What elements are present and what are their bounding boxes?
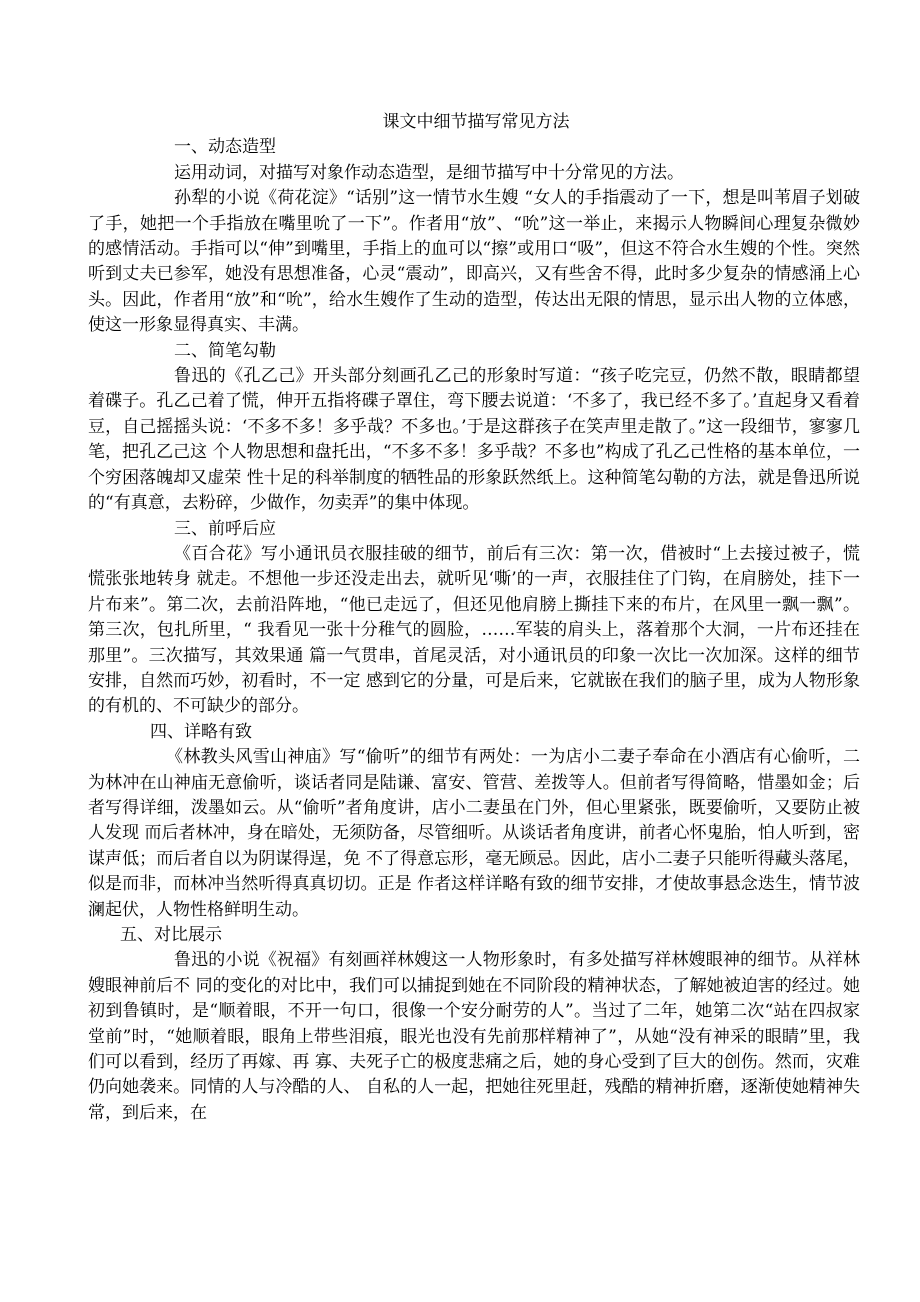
paragraph: 鲁迅的小说《祝福》有刻画祥林嫂这一人物形象时，有多处描写祥林嫂眼神的细节。从祥林嫂眼神前后不 同的变化的对比中，我们可以捕捉到她在不同阶段的精神状态，了解她被迫害的经过。她初到鲁镇时，是“顺着眼，不开一句口，很像一个安分耐劳的人”。当过了二年，她第二次“站在四叔家堂前”时，“她顺着眼，眼角上带些泪痕，眼光也没有先前那样精神了”，从她“没有神采的眼睛”里，我们可以看到，经历了再嫁、再 寡、夫死子亡的极度悲痛之后，她的身心受到了巨大的创伤。然而，灾难仍向她袭来。同情的人与冷酷的人、 自私的人一起，把她往死里赶，残酷的精神折磨，逐渐使她精神失常，到后来，在 <box>88 950 860 1123</box>
section-heading-contrast: 五、对比展示 <box>120 925 222 945</box>
section-heading-detail-balance: 四、详略有致 <box>150 721 252 742</box>
section-heading-echo: 三、前呼后应 <box>174 518 276 539</box>
paragraph: 运用动词，对描写对象作动态造型，是细节描写中十分常见的方法。 <box>174 162 684 183</box>
document-page <box>88 110 860 1126</box>
document-title: 课文中细节描写常见方法 <box>382 112 570 132</box>
paragraph: 鲁迅的《孔乙己》开头部分刻画孔乙己的形象时写道：“孩子吃完豆，仍然不散，眼睛都望着碟子。孔乙己着了慌，伸开五指将碟子罩住，弯下腰去说道：‘不多了，我已经不多了。’直起身又看着豆，自己摇摇头说：‘不多不多！多乎哉？不多也。’于是这群孩子在笑声里走散了。”这一段细节，寥寥几笔，把孔乙己这 个人物思想和盘托出，“不多不多！多乎哉？不多也”构成了孔乙己性格的基本单位，一个穷困落魄却又虚荣 性十足的科举制度的牺牲品的形象跃然纸上。这种简笔勾勒的方法，就是鲁迅所说的“有真意，去粉碎，少做作，勿卖弄”的集中体现。 <box>88 366 860 514</box>
paragraph: 《林教头风雪山神庙》写“偷听”的细节有两处：一为店小二妻子奉命在小酒店有心偷听，二为林冲在山神庙无意偷听，谈话者同是陆谦、富安、管营、差拨等人。但前者写得简略，惜墨如金；后者写得详细，泼墨如云。从“偷听”者角度讲，店小二妻虽在门外，但心里紧张，既要偷听，又要防止被人发现 而后者林冲，身在暗处，无须防备，尽管细听。从谈话者角度讲，前者心怀鬼胎，怕人听到，密谋声低；而后者自以为阴谋得逞，免 不了得意忘形，毫无顾忌。因此，店小二妻子只能听得藏头落尾，似是而非，而林冲当然听得真真切切。正是 作者这样详略有致的细节安排，才使故事悬念迭生，情节波澜起伏，人物性格鲜明生动。 <box>88 747 860 920</box>
section-heading-dynamic-modeling: 一、动态造型 <box>174 137 276 158</box>
section-heading-simple-sketch: 二、简笔勾勒 <box>174 340 276 361</box>
paragraph: 《百合花》写小通讯员衣服挂破的细节，前后有三次：第一次，借被时“上去接过被子，慌慌张张地转身 就走。不想他一步还没走出去，就听见‘嘶’的一声，衣服挂住了门钩，在肩膀处，挂下一片布来”。第二次，去前沿阵地，“他已走远了，但还见他肩膀上撕挂下来的布片，在风里一飘一飘”。第三次，包扎所里，“ 我看见一张十分稚气的圆脸，……军装的肩头上，落着那个大洞，一片布还挂在那里”。三次描写，其效果通 篇一气贯串，首尾灵活，对小通讯员的印象一次比一次加深。这样的细节安排，自然而巧妙，初看时，不一定 感到它的分量，可是后来，它就嵌在我们的脑子里，成为人物形象的有机的、不可缺少的部分。 <box>88 543 860 717</box>
paragraph: 孙犁的小说《荷花淀》“话别”这一情节水生嫂 “女人的手指震动了一下，想是叫苇眉子划破了手，她把一个手指放在嘴里吮了一下”。作者用“放”、“吮”这一举止，来揭示人物瞬间心理复杂微妙的感情活动。手指可以“伸”到嘴里，手指上的血可以“擦”或用口“吸”，但这不符合水生嫂的个性。突然听到丈夫已参军，她没有思想准备，心灵“震动”，即高兴，又有些舍不得，此时多少复杂的情感涌上心头。因此，作者用“放”和“吮”，给水生嫂作了生动的造型，传达出无限的情思，显示出人物的立体感，使这一形象显得真实、丰满。 <box>88 188 860 336</box>
